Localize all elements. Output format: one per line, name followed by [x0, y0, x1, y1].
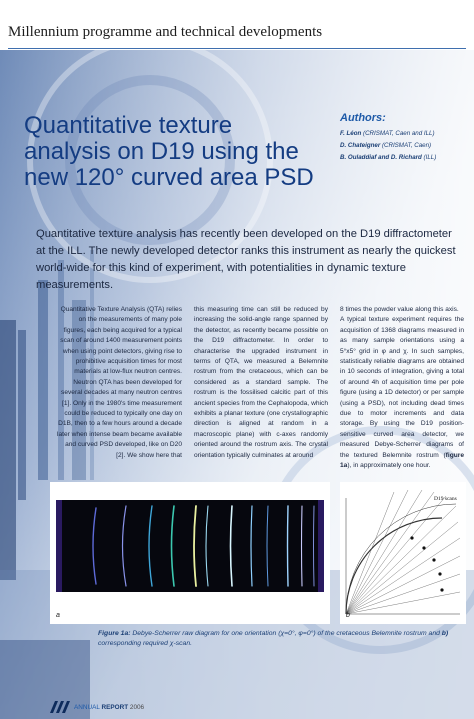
caption-label: Figure 1a:: [98, 630, 131, 637]
author-affiliation: (CRISMAT, Caen and ILL): [361, 130, 435, 137]
footer-report-label: [74, 704, 144, 711]
author-affiliation: (CRISMAT, Caen): [380, 142, 432, 149]
figure-b-label: b: [346, 612, 350, 619]
caption-text-end: corresponding required χ-scan.: [98, 639, 193, 647]
author-line: [340, 154, 436, 161]
figure-reference: figure 1a: [340, 451, 464, 470]
debye-scherrer-image: [56, 500, 324, 592]
authors-heading: Authors:: [340, 112, 386, 124]
author-name: D. Chateigner: [340, 142, 381, 149]
author-name: F. Léon: [340, 130, 362, 137]
body-column-3: [340, 305, 464, 472]
footer-year: 2006: [129, 704, 145, 711]
author-line: [340, 130, 435, 137]
author-affiliation: (ILL): [421, 154, 437, 161]
figure-caption: [98, 629, 468, 648]
intro-paragraph: Quantitative texture analysis has recently been developed on the D19 diffractometer at the ILL. The newly developed detector ranks this instrument as nearly the quickest world-wide for this kind of experiment, with potentialities in dynamic texture measurements.: [36, 228, 456, 291]
figure-a-label: a: [56, 612, 60, 619]
footer-report: REPORT: [101, 704, 129, 711]
chi-scan-diagram: [342, 486, 464, 620]
section-title: Millennium programme and technical developments: [8, 24, 323, 40]
footer-annual: ANNUAL: [74, 704, 100, 711]
body-column-2: this measuring time can still be reduced by increasing the solid-angle range spanned by the detector, as recently became possible on the D19 diffractometer. In order to characterise the upgraded instrument in terms of QTA, we measured a Belemnite rostrum from the cretaceous, which can be considered as a standard sample. The rostrum is the fossilised calcitic part of this ancient species from the Cephalopoda, which exhibits a planar texture (one crystallographic direction is aligned at random in a macroscopic plane) with c-axes randomly oriented around the rostrum axis. The crystal orientation typically culminates at around: [194, 306, 328, 459]
caption-text: Debye-Scherrer raw diagram for one orientation (χ=0°, φ=0°) of the cretaceous Belemnite rostrum and: [130, 630, 442, 637]
author-line: [340, 142, 431, 149]
paragraph-text: A typical texture experiment requires the acquisition of 1368 diagrams measured in as many sample orientations using a 5°x5° grid in φ and χ. In such samples, statistically reliable diagrams are obtained in 10 seconds of integration, giving a total of around 4h of acquisition time per pole figure (using a 1D detector) or per sample (using a PSD), not including dead times due to motor increments and data storage. By using the D19 position-sensitive curved area detector, we measured Debye-Scherrer diagrams of the textured Belemnite rostrum (: [340, 316, 464, 459]
column-3-paragraph-2: [340, 315, 464, 471]
column-3-paragraph-1: 8 times the powder value along this axis.: [340, 306, 459, 313]
caption-b-ref: b): [441, 630, 449, 637]
header-divider: [8, 48, 466, 49]
author-name: B. Ouladdiaf and D. Richard: [340, 154, 422, 161]
body-column-1: Quantitative Texture Analysis (QTA) relies on the measurements of many pole figures, each being acquired for a typical scan of around 1400 measurement points when using point detectors, giving rise to prohibitive acquisition times for most materials at low-flux neutron centres. Neutron QTA has been developed for several decades at many neutron centres [1]. Only in the 1980's time measurement could be reduced to typically one day on D1B, then to a few hours around a decade later when intense beam became available and curved PSD developed, like on D20 [2]. We show here that: [57, 306, 182, 459]
diagram-title: D19 scans: [434, 496, 457, 502]
article-title: Quantitative texture analysis on D19 using the new 120° curved area PSD: [24, 112, 314, 191]
ill-logo-icon: [48, 700, 70, 714]
paragraph-text-end: ), in approximately one hour.: [347, 462, 431, 470]
